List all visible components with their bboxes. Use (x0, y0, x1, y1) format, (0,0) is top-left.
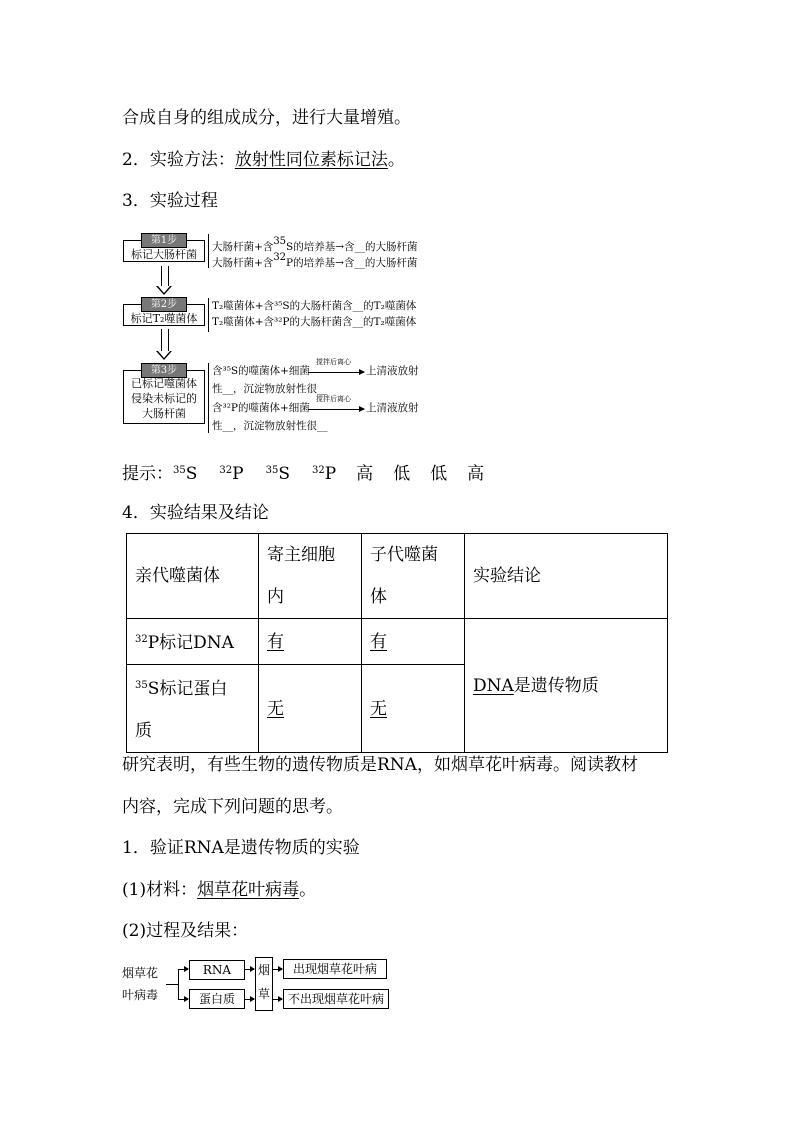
step3-title-2: 侵染未标记的 (131, 392, 197, 405)
material-answer: 烟草花叶病毒 (197, 880, 300, 900)
tmv-tobacco-box (255, 957, 273, 1011)
row2-offspring-value: 无 (370, 698, 387, 719)
tmv-figure (118, 955, 408, 1015)
text-line-1: 合成自身的组成成分，进行大量增殖。 (122, 108, 411, 128)
tmv-rna-box: RNA (189, 960, 245, 980)
method-answer: 放射性同位素标记法 (234, 150, 388, 170)
section-rna-heading: 1．验证RNA是遗传物质的实验 (122, 838, 360, 858)
section-process-heading: 3．实验过程 (122, 191, 218, 211)
step1-line1-post: S的培养基→含__的大肠杆菌 (286, 241, 418, 253)
step1-line1-sup: 35 (273, 236, 287, 247)
row2-host-value: 无 (267, 698, 284, 719)
step3-box (123, 365, 205, 424)
row2-label-l2: 质 (135, 721, 152, 741)
step2-title: 标记T₂噬菌体 (130, 312, 198, 325)
table-row (127, 619, 668, 665)
row2-label (127, 665, 259, 753)
row1-label (127, 619, 259, 665)
conclusion-dna: DNA (473, 675, 514, 696)
process-figure (120, 228, 430, 438)
step3-title-3: 大肠杆菌 (142, 407, 186, 420)
hint-sup-1: 35 (173, 465, 186, 476)
row1-sup: 32 (135, 634, 148, 645)
step2-box (123, 299, 205, 326)
tmv-arrow-rna (178, 969, 188, 970)
tmv-source-l2: 叶病毒 (122, 988, 159, 1002)
step3-tag: 第3步 (141, 363, 187, 378)
tmv-arrow-result2 (272, 999, 282, 1000)
process-results-heading: (2)过程及结果： (122, 921, 249, 941)
table-header-row (127, 534, 668, 619)
method-prefix: 2．实验方法： (122, 150, 235, 170)
step3-brace (208, 363, 209, 433)
method-suffix: 。 (387, 150, 405, 170)
row2-label-text: S标记蛋白 (147, 679, 228, 699)
step3-arrow-2 (308, 409, 364, 410)
tmv-protein-box: 蛋白质 (189, 989, 245, 1009)
tmv-arrow-protein-to-tobacco (244, 999, 254, 1000)
step3-line3-end: 上清液放射 (366, 402, 419, 414)
tmv-arrow-protein (178, 999, 188, 1000)
hint-item-2: P (232, 464, 244, 484)
row2-label-l1 (135, 665, 250, 710)
material-suffix: 。 (299, 880, 317, 900)
section-results-heading: 4．实验结果及结论 (122, 503, 269, 523)
step1-line2 (212, 251, 417, 270)
hint-item-7: 低 (430, 464, 448, 484)
conclusion-text: 是遗传物质 (513, 675, 599, 696)
row2-offspring (362, 665, 465, 753)
tmv-tobacco-l2: 草 (257, 987, 270, 1001)
step3-arrow-label-1: 搅拌后离心 (316, 358, 351, 366)
row1-offspring-value: 有 (370, 631, 387, 652)
tmv-branch-vertical (178, 969, 179, 999)
paragraph-line-2: 内容，完成下列问题的思考。 (122, 797, 343, 817)
header-conclusion: 实验结论 (465, 534, 668, 619)
step3-arrow-1 (308, 372, 364, 373)
hint-item-3: S (278, 464, 290, 484)
tmv-arrow-result1 (272, 969, 282, 970)
row1-host (259, 619, 362, 665)
hint-item-4: P (324, 464, 337, 484)
step3-line3: 含³²P的噬菌体+细菌 (212, 402, 310, 414)
header-offspring-l2: 体 (370, 587, 387, 607)
hint-item-1: S (185, 464, 198, 484)
step1-line2-sup: 32 (273, 252, 287, 263)
step1-line1-pre: 大肠杆菌+含 (212, 241, 274, 253)
hint-item-6: 低 (393, 464, 411, 484)
tmv-source-l1: 烟草花 (122, 966, 159, 980)
step2-tag: 第2步 (141, 297, 187, 312)
tmv-arrow-rna-to-tobacco (244, 969, 254, 970)
tmv-result1-box: 出现烟草花叶病 (283, 959, 387, 979)
tmv-tobacco-l1: 烟 (257, 963, 270, 977)
step2-line1: T₂噬菌体+含³⁵S的大肠杆菌含__的T₂噬菌体 (212, 300, 417, 312)
step1-line2-post: P的培养基→含__的大肠杆菌 (286, 257, 418, 269)
tmv-result2-box: 不出现烟草花叶病 (283, 989, 389, 1009)
step3-line1: 含³⁵S的噬菌体+细菌 (212, 365, 310, 377)
step3-line1-end: 上清液放射 (366, 365, 419, 377)
step3-title-1: 已标记噬菌体 (131, 377, 197, 390)
row1-host-value: 有 (267, 631, 284, 652)
step2-brace (208, 298, 209, 332)
header-offspring-l1: 子代噬菌 (370, 545, 438, 565)
tmv-branch-stem (166, 984, 178, 985)
step3-line2: 性__，沉淀物放射性很__ (212, 383, 328, 395)
hint-sup-4: 32 (311, 465, 325, 476)
hint-sup-2: 32 (219, 465, 233, 476)
step2-line2: T₂噬菌体+含³²P的大肠杆菌含__的T₂噬菌体 (212, 316, 417, 328)
hint-item-5: 高 (356, 464, 374, 484)
header-host-cell-l1: 寄主细胞 (267, 545, 335, 565)
material-prefix: (1)材料： (122, 880, 198, 900)
header-offspring (362, 534, 465, 619)
step1-box (123, 235, 205, 262)
row1-offspring (362, 619, 465, 665)
header-parent-phage: 亲代噬菌体 (127, 534, 259, 619)
step3-line4: 性__，沉淀物放射性很__ (212, 420, 328, 432)
step1-brace (208, 234, 209, 268)
hint-item-8: 高 (467, 464, 485, 484)
step1-title: 标记大肠杆菌 (131, 248, 197, 261)
row1-label-text: P标记DNA (147, 633, 234, 653)
hint-sup-3: 35 (265, 465, 279, 476)
step3-arrow-label-2: 搅拌后离心 (316, 395, 351, 403)
hint-label: 提示： (122, 464, 173, 484)
conclusion-cell (465, 619, 668, 753)
step1-tag: 第1步 (141, 233, 187, 248)
row2-sup: 35 (135, 680, 148, 691)
paragraph-line-1: 研究表明，有些生物的遗传物质是RNA，如烟草花叶病毒。阅读教材 (122, 755, 638, 775)
step1-line2-pre: 大肠杆菌+含 (212, 257, 274, 269)
section-method (122, 150, 405, 170)
header-host-cell-l2: 内 (267, 587, 284, 607)
row2-host (259, 665, 362, 753)
hint-line (122, 461, 484, 484)
header-host-cell (259, 534, 362, 619)
results-table (126, 533, 668, 753)
material-line (122, 880, 316, 900)
